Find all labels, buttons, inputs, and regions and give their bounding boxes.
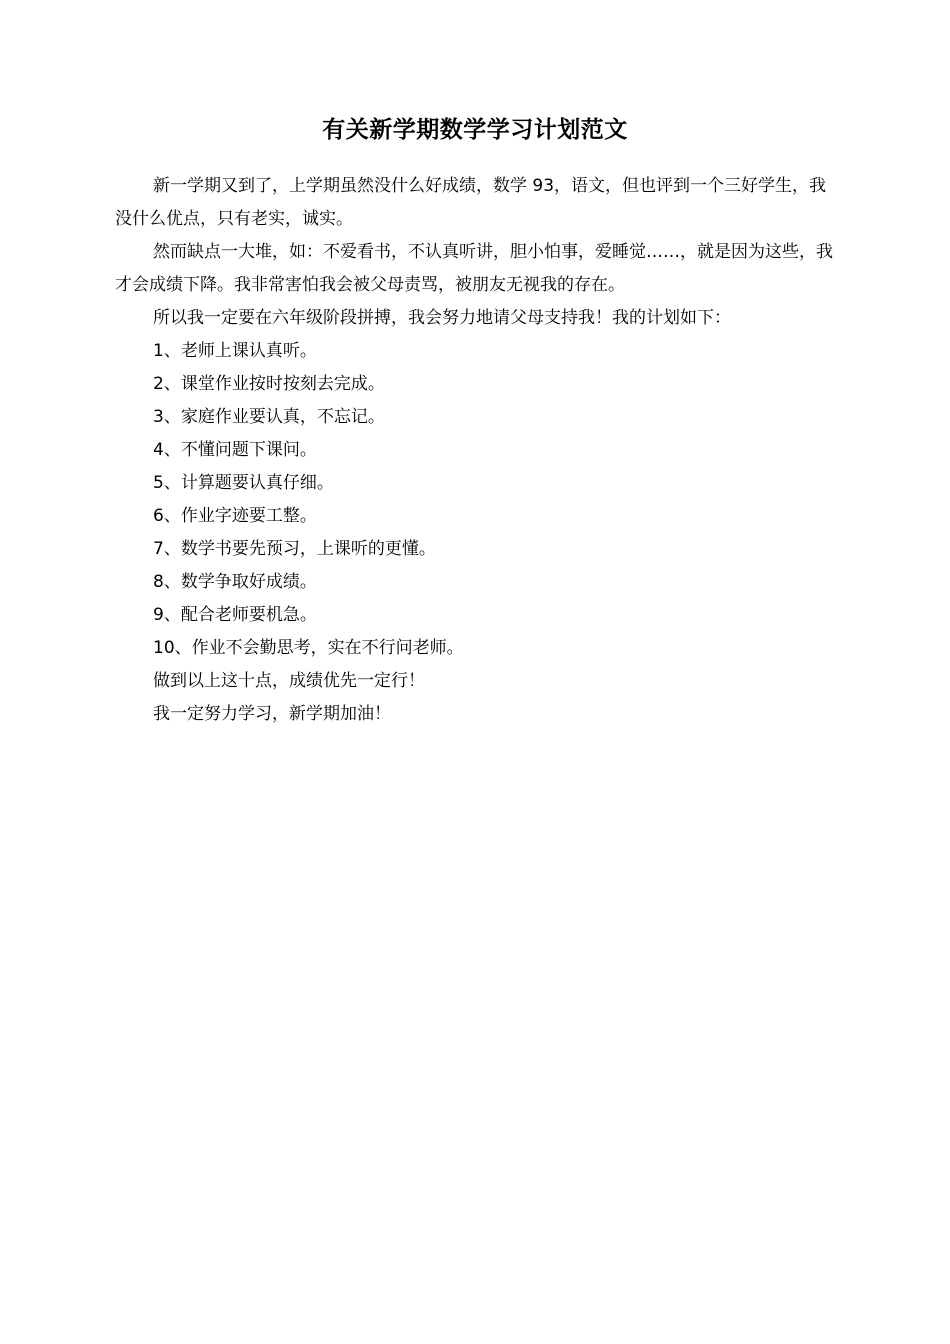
paragraph-conclusion: 做到以上这十点，成绩优先一定行！	[153, 671, 425, 691]
paragraph-closing: 我一定努力学习，新学期加油！	[153, 704, 391, 724]
document-title: 有关新学期数学学习计划范文	[322, 117, 628, 143]
plan-item-1: 1、老师上课认真听。	[153, 341, 317, 361]
plan-item-10: 10、作业不会勤思考，实在不行问老师。	[153, 638, 464, 658]
document-body	[115, 170, 837, 731]
plan-item-5: 5、计算题要认真仔细。	[153, 473, 334, 493]
plan-item-8: 8、数学争取好成绩。	[153, 572, 317, 592]
plan-item-6: 6、作业字迹要工整。	[153, 506, 317, 526]
plan-item-7: 7、数学书要先预习，上课听的更懂。	[153, 539, 436, 559]
plan-item-4: 4、不懂问题下课问。	[153, 440, 317, 460]
paragraph-intro: 新一学期又到了，上学期虽然没什么好成绩，数学 93，语文，但也评到一个三好学生，我没什么优点，只有老实，诚实。	[115, 176, 827, 229]
plan-item-2: 2、课堂作业按时按刻去完成。	[153, 374, 385, 394]
paragraph-plan-intro: 所以我一定要在六年级阶段拼搏，我会努力地请父母支持我！我的计划如下：	[153, 308, 731, 328]
paragraph-shortcomings: 然而缺点一大堆，如：不爱看书，不认真听讲，胆小怕事，爱睡觉……，就是因为这些，我才会成绩下降。我非常害怕我会被父母责骂，被朋友无视我的存在。	[115, 242, 833, 295]
plan-item-3: 3、家庭作业要认真，不忘记。	[153, 407, 385, 427]
plan-item-9: 9、配合老师要机急。	[153, 605, 317, 625]
